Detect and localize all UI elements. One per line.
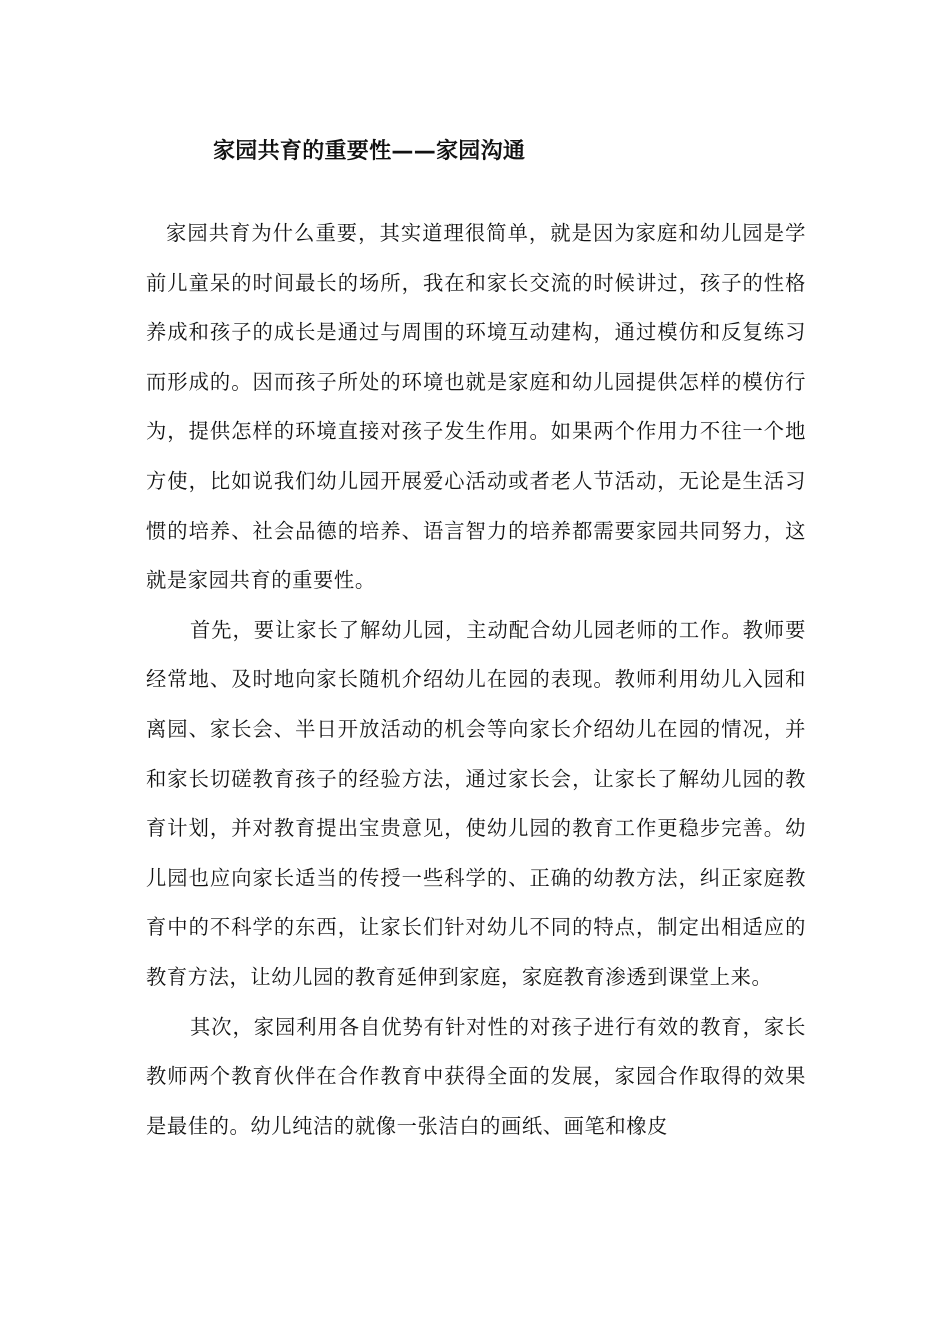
- paragraph-importance: 家园共育为什么重要，其实道理很简单，就是因为家庭和幼儿园是学前儿童呆的时间最长的场所，我在和家长交流的时候讲过，孩子的性格养成和孩子的成长是通过与周围的环境互动建构，通过模仿和反复练习而形成的。因而孩子所处的环境也就是家庭和幼儿园提供怎样的模仿行为，提供怎样的环境直接对孩子发生作用。如果两个作用力不往一个地方使，比如说我们幼儿园开展爱心活动或者老人节活动，无论是生活习惯的培养、社会品德的培养、语言智力的培养都需要家园共同努力，这就是家园共育的重要性。: [146, 221, 806, 593]
- document-body: [146, 209, 806, 1151]
- paragraph-first-point: 首先，要让家长了解幼儿园，主动配合幼儿园老师的工作。教师要经常地、及时地向家长随机介绍幼儿在园的表现。教师利用幼儿入园和离园、家长会、半日开放活动的机会等向家长介绍幼儿在园的情况，并和家长切磋教育孩子的经验方法，通过家长会，让家长了解幼儿园的教育计划，并对教育提出宝贵意见，使幼儿园的教育工作更稳步完善。幼儿园也应向家长适当的传授一些科学的、正确的幼教方法，纠正家庭教育中的不科学的东西，让家长们针对幼儿不同的特点，制定出相适应的教育方法，让幼儿园的教育延伸到家庭，家庭教育渗透到课堂上来。: [146, 617, 806, 989]
- paragraph-second-point: 其次，家园利用各自优势有针对性的对孩子进行有效的教育，家长教师两个教育伙伴在合作教育中获得全面的发展，家园合作取得的效果是最佳的。幼儿纯洁的就像一张洁白的画纸、画笔和橡皮: [146, 1014, 806, 1138]
- document-title: 家园共育的重要性——家园沟通: [213, 139, 526, 164]
